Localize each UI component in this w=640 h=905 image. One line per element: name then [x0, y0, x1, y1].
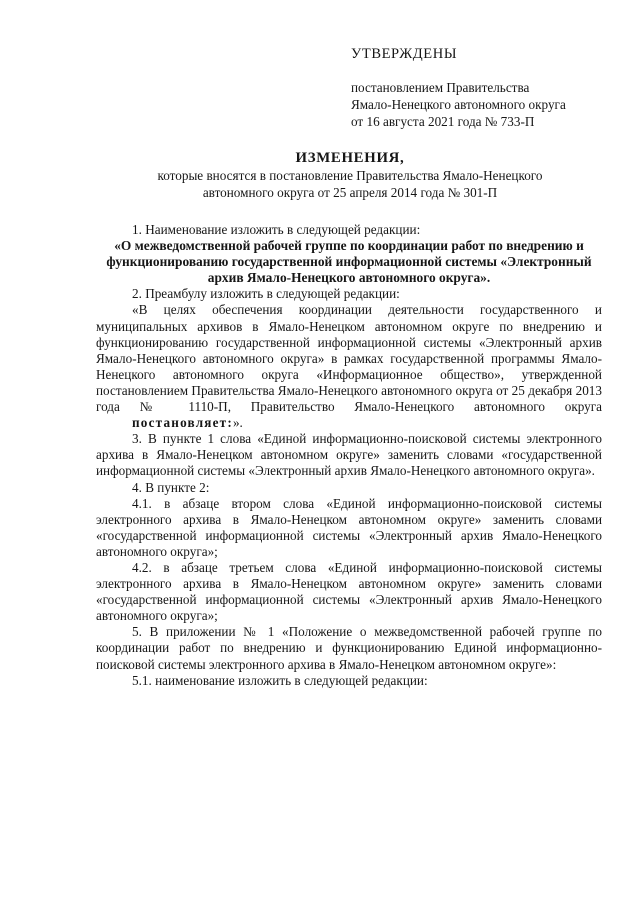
- title-subline: которые вносятся в постановление Правительства Ямало-Ненецкого: [157, 168, 543, 183]
- approval-heading: УТВЕРЖДЕНЫ: [351, 46, 458, 62]
- preamble-keyword: постановляет:: [132, 415, 233, 431]
- title-heading: ИЗМЕНЕНИЯ,: [295, 150, 405, 166]
- document-body: [96, 222, 602, 689]
- item-4-1: 4.1. в абзаце втором слова «Единой информационно-поисковой системы электронного архива в Ямало-Ненецком автономном округе» заменить словами «государственной информационной системы «Электронный архив Ямало-Ненецкого автономного округа»;: [96, 495, 602, 559]
- preamble-end: ».: [232, 415, 243, 431]
- item-4: 4. В пункте 2:: [132, 479, 210, 495]
- item-1-new-name: «О межведомственной рабочей группе по координации работ по внедрению и функционированию государственной информационной системы «Электронный архив Ямало-Ненецкого автономного округа».: [106, 238, 592, 286]
- item-2-preamble: [96, 302, 602, 431]
- title-subline: автономного округа от 25 апреля 2014 года № 301-П: [202, 185, 498, 200]
- approval-stamp: [351, 46, 566, 130]
- approval-line: Ямало-Ненецкого автономного округа: [351, 97, 566, 112]
- item-4-2: 4.2. в абзаце третьем слова «Единой информационно-поисковой системы электронного архива в Ямало-Ненецком автономном округе» заменить словами «государственной информационной системы «Электронный архив Ямало-Ненецкого автономного округа»;: [96, 559, 602, 624]
- preamble-text: «В целях обеспечения координации деятельности государственного и муниципальных архивов в Ямало-Ненецком автономном округе по внедрению и функционированию государственной информационной системы «Электронный архив Ямало-Ненецкого автономного округа» в рамках государственной программы Ямало-Ненецкого автономного округа «Информационное общество», утвержденной постановлением Правительства Ямало-Ненецкого автономного округа от 25 декабря 2013 года № 1110-П, Правительство Ямало-Ненецкого автономного округа: [96, 302, 602, 415]
- approval-line: от 16 августа 2021 года № 733-П: [351, 114, 535, 129]
- item-3: 3. В пункте 1 слова «Единой информационно-поисковой системы электронного архива в Ямало-Ненецком автономном округе» заменить словами «государственной информационной системы «Электронный архив Ямало-Ненецкого автономного округа».: [96, 431, 602, 479]
- item-5-1: 5.1. наименование изложить в следующей редакции:: [132, 672, 428, 688]
- item-5: 5. В приложении № 1 «Положение о межведомственной рабочей группе по координации работ по внедрению и функционированию Единой информационно-поисковой системы электронного архива в Ямало-Ненецком автономном округе»:: [96, 624, 602, 672]
- item-1: 1. Наименование изложить в следующей редакции:: [132, 222, 421, 237]
- document-title: [96, 149, 604, 201]
- approval-line: постановлением Правительства: [351, 80, 530, 95]
- item-2: 2. Преамбулу изложить в следующей редакции:: [132, 286, 400, 302]
